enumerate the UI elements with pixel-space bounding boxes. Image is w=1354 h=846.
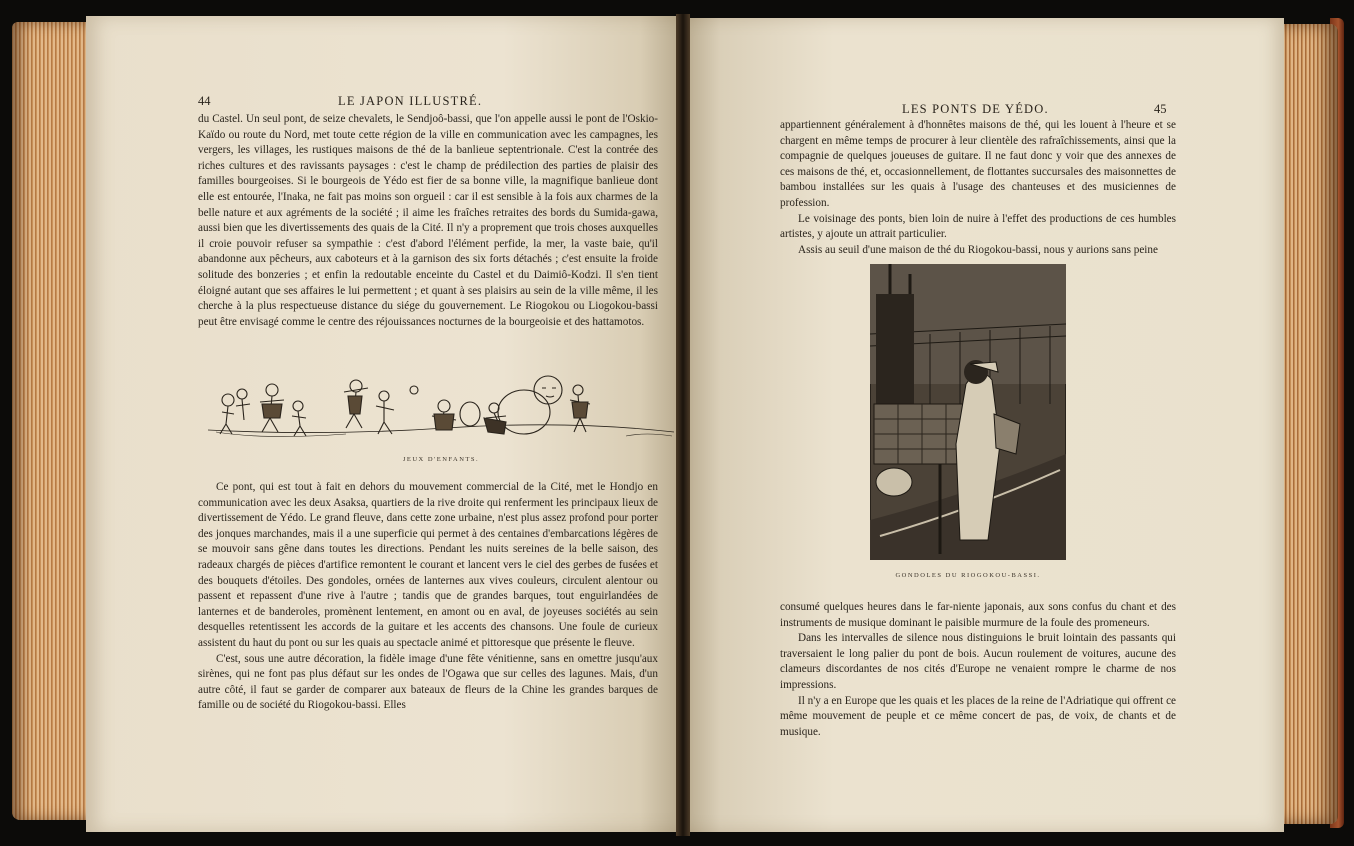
right-page-number: 45 <box>1154 102 1167 116</box>
paragraph: consumé quelques heures dans le far-niente japonais, aux sons confus du chant et des instruments de musique dominant le paisible murmure de la foule des promeneurs. <box>780 601 1176 629</box>
children-games-illustration <box>206 370 676 450</box>
left-page-number: 44 <box>198 94 211 108</box>
right-illustration-caption: GONDOLES DU RIOGOKOU-BASSI. <box>895 572 1041 579</box>
paragraph: Il n'y a en Europe que les quais et les places de la reine de l'Adriatique qui offrent ce même mouvement de peuple et ce même concert de pas, de voix, de chants et de musique. <box>780 694 1176 738</box>
right-page <box>684 18 1284 832</box>
right-running-head: LES PONTS DE YÉDO. <box>902 102 1049 116</box>
left-running-head: LE JAPON ILLUSTRÉ. <box>338 94 483 108</box>
paragraph: Le voisinage des ponts, bien loin de nuire à l'effet des productions de ces humbles artistes, y ajoute un attrait particulier. <box>780 212 1176 241</box>
left-text-top <box>198 112 658 330</box>
right-text-bottom <box>780 600 1176 740</box>
paragraph: appartiennent généralement à d'honnêtes maisons de thé, qui les louent à l'heure et se chargent en même temps de procurer à leur clientèle des rafraîchissements, ainsi que la compagnie de quelques joueuses de guitare. Il ne faut donc y voir que des annexes de ces maisons de thé, et, occasionnellement, de flottantes succursales des maisonnettes de bambou installées sur les quais à l'usage des chanteuses et des musiciennes de profession. <box>780 119 1176 209</box>
paragraph: du Castel. Un seul pont, de seize chevalets, le Sendjoô-bassi, que l'on appelle aussi le pont de l'Oskio-Kaïdo ou route du Nord, met toute cette région de la ville en communication avec les campagnes, les vergers, les villages, les rustiques maisons de thé de la banlieue septentrionale. C'est la contrée des riches cultures et des ravissants paysages : c'est le champ de prédilection des parties de plaisir des familles bourgeoises. Si le bourgeois de Yédo est fier de sa bonne ville, la magnifique banlieue dont elle est entourée, l'Inaka, ne fait pas moins son orgueil : car il est sensible à la fois aux charmes de la belle nature et aux agréments de la société ; il aime les fraîches retraites des bords du Sumida-gawa, aussi bien que les divertissements des quais de la Cité. Il n'y a proprement que trois choses auxquelles il croie pouvoir refuser sa sympathie : c'est d'abord l'élément perfide, la mer, la vaste baie, qu'il abandonne aux pêcheurs, aux caboteurs et à la garnison des six forts détachés ; c'est ensuite la froide solitude des bonzeries ; et enfin la redoutable enceinte du Castel et du Daimiô-Kodzi. Il s'en tient éloigné autant que ses affaires le lui permettent ; et quant à ses plaisirs au sein de la ville même, il les cherche à la plus respectueuse distance du siége du gouvernement. Le Riogokou ou Liogokou-bassi peut être envisagé comme le centre des réjouissances nocturnes de la bourgeoisie et des hattamotos. <box>198 113 658 328</box>
gondoles-illustration <box>870 264 1066 560</box>
right-page-edges <box>1282 24 1338 824</box>
paragraph: Dans les intervalles de silence nous distinguions le bruit lointain des passants qui traversaient le long palier du pont de bois. Aucun roulement de voitures, aucune des clameurs discordantes de nos cités d'Europe ne venaient rompre le charme de nos impressions. <box>780 632 1176 691</box>
left-page <box>86 16 682 832</box>
left-text-bottom <box>198 480 658 714</box>
left-page-edges <box>12 22 88 820</box>
paragraph: C'est, sous une autre décoration, la fidèle image d'une fête vénitienne, sans en omettre jusqu'aux sirènes, qui ne font pas plus défaut sur les ondes de l'Ogawa que sur celles des lagunes. Mais, d'un autre côté, il faut se garder de comparer aux bateaux de fleurs de la Chine les grandes barques de famille ou de société du Riogokou-bassi. Elles <box>198 652 658 712</box>
paragraph: Ce pont, qui est tout à fait en dehors du mouvement commercial de la Cité, met le Hondjo en communication avec les deux Asaksa, quartiers de la rive droite qui renferment les principaux lieux de divertissement de Yédo. Le grand fleuve, dans cette zone urbaine, n'est plus assez profond pour porter des jonques marchandes, mais il a une superficie qui permet à des centaines d'embarcations légères de se mouvoir sans gêne dans toutes les directions. Pendant les nuits sereines de la belle saison, des radeaux chargés de pièces d'artifice remontent le courant et lancent vers le ciel des gerbes de fusées et des bouquets d'étoiles. Des gondoles, ornées de lanternes aux vives couleurs, circulent alentour ou passent et repassent d'une rive à l'autre ; tandis que de grandes barques, tout enguirlandées de lanternes et de banderoles, promènent lentement, en amont ou en aval, de joyeuses sociétés au sein desquelles retentissent les accords de la guitare et les accents des chansons. Une foule de curieux assistent du haut du pont ou sur les quais au spectacle animé et pittoresque que présente le fleuve. <box>198 481 658 649</box>
right-text-top <box>780 118 1176 258</box>
paragraph: Assis au seuil d'une maison de thé du Riogokou-bassi, nous y aurions sans peine <box>798 243 1158 256</box>
book-gutter <box>676 14 690 836</box>
left-illustration-caption: JEUX D'ENFANTS. <box>402 456 480 463</box>
